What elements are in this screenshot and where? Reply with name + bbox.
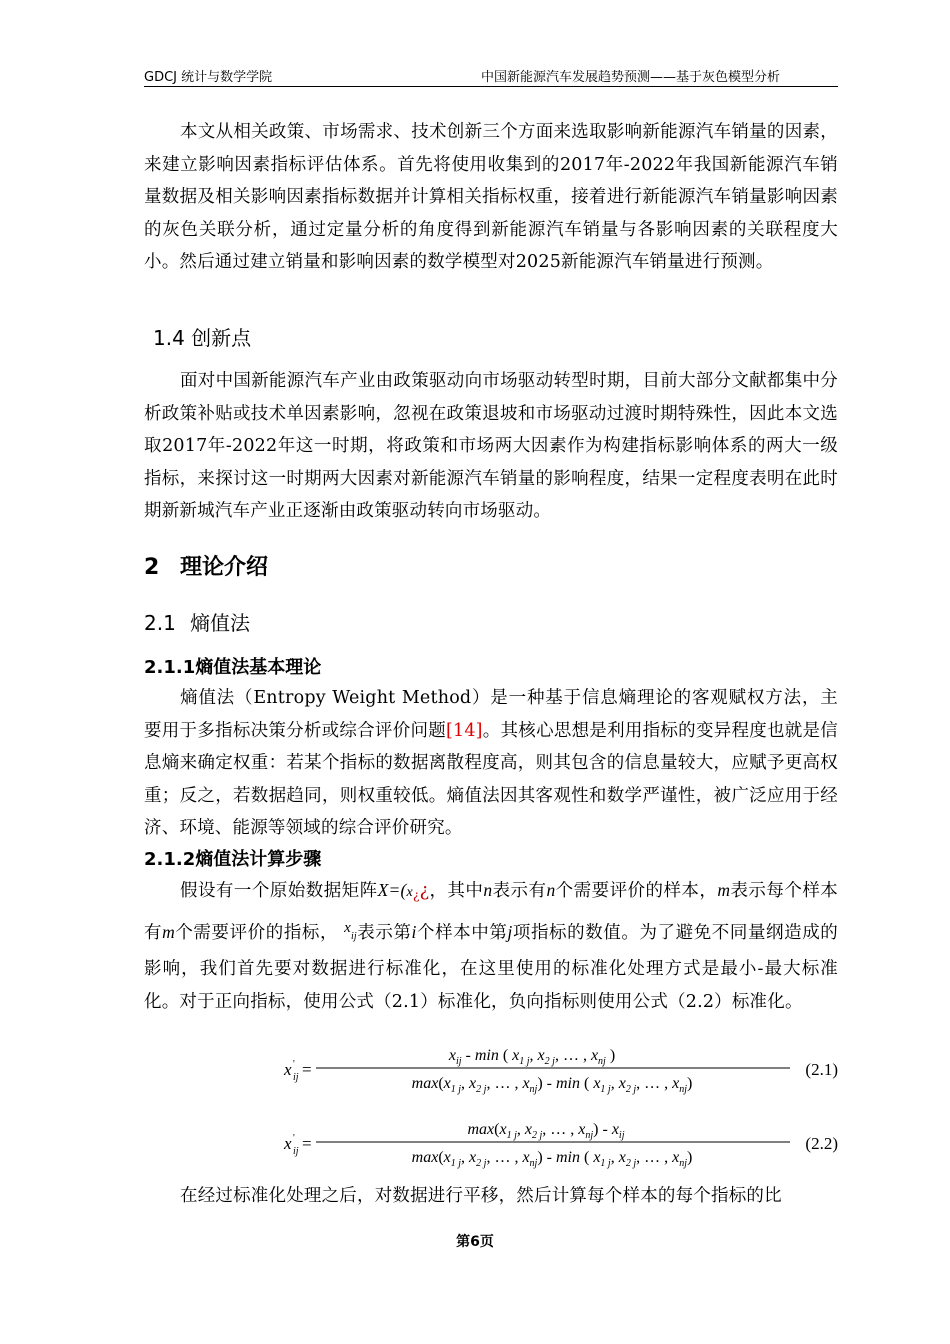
- svg-text:max(x1 j, x2 j, … , xnj) - min: $\max(x_{1 j}$, $x_{2 j}$, … , $x_{nj}$) - min ( $x_{1 j}$, $x_{2 j}$, … , $x_{nj}$): [411, 1075, 693, 1095]
- header-rule: [144, 86, 838, 87]
- paragraph-innovation: 面对中国新能源汽车产业由政策驱动向市场驱动转型时期，目前大部分文献都集中分析政策补贴或技术单因素影响，忽视在政策退坡和市场驱动过渡时期特殊性，因此本文选取2017年-2022年这一时期，将政策和市场两大因素作为构建指标影响体系的两大一级指标，来探讨这一时期两大因素对新能源汽车销量的影响程度，结果一定程度表明在此时期新新城汽车产业正逐渐由政策驱动转向市场驱动。: [144, 371, 838, 522]
- header-right: 中国新能源汽车发展趋势预测——基于灰色模型分析: [480, 70, 780, 85]
- p4-t1: 假设有一个原始数据矩阵: [180, 881, 378, 901]
- p4-t9: 项指标的数值。为了避免不同量纲造成的影响，我们首先要对数据进行标准化，在这里使用的标准化处理方式是最小-最大标准化。对于正向指标，使用公式（2.1）标准化，负向指标则使用公式（2.2）标准化。: [144, 922, 838, 1012]
- svg-text:=: =: [302, 1060, 312, 1079]
- svg-text:x: x: [284, 1134, 292, 1153]
- var-n: n: [483, 880, 493, 900]
- equation-2-1: [144, 1040, 838, 1100]
- p4-t7: 表示第: [356, 922, 412, 943]
- heading-2-1-number: 2.1: [144, 611, 176, 635]
- var-m: m: [717, 880, 731, 900]
- var-m-2: m: [162, 921, 175, 942]
- heading-2-1: [144, 607, 250, 636]
- p3-text-before: 熵值法（Entropy Weight Method）是一种基于信息熵理论的客观赋权方法，主要用于多指标决策分析或综合评价问题: [144, 688, 838, 741]
- page-number: 第6页: [456, 1234, 494, 1250]
- matrix-glyph: ¿: [419, 881, 430, 901]
- var-i: i: [411, 921, 417, 942]
- svg-text:xij - min ( x1 j, x2 j, … , xn: $x_{ij}$ - min ( $x_{1 j}$, $x_{2 j}$, … , $x_{nj}$ ): [448, 1047, 616, 1067]
- heading-2: [144, 550, 268, 581]
- p4-t8: 个样本中第: [416, 922, 508, 943]
- svg-text:ij: ij: [293, 1072, 299, 1083]
- heading-2-number: 2: [144, 555, 160, 580]
- heading-1-4: 1.4 创新点: [153, 326, 252, 350]
- equation-2-1-number: (2.1): [805, 1060, 838, 1079]
- var-xij-sub: ij: [350, 930, 357, 942]
- heading-2-1-title: 熵值法: [190, 611, 250, 635]
- svg-text:=: =: [302, 1134, 312, 1153]
- p3-text-after: 。其核心思想是利用指标的变异程度也就是信息熵来确定权重：若某个指标的数据离散程度高，则其包含的信息量较大，应赋予更高权重；反之，若数据趋同，则权重较低。熵值法因其客观性和数学严谨性，被广泛应用于经济、环境、能源等领域的综合评价研究。: [144, 720, 838, 839]
- svg-text:': ': [293, 1133, 295, 1144]
- equation-2-2-graphic: [282, 1114, 802, 1174]
- var-xij: x: [344, 919, 351, 936]
- page-header: [144, 66, 838, 86]
- equation-2-2: [144, 1114, 838, 1174]
- p4-t4: 个需要评价的样本，: [555, 881, 718, 901]
- p4-t3: 表示有: [492, 881, 547, 901]
- p4-t5: 表示每个样本有: [144, 881, 838, 943]
- equation-2-2-number: (2.2): [805, 1134, 838, 1153]
- paragraph-entropy-theory: [144, 682, 838, 845]
- svg-text:max(x1 j, x2 j, … , xnj) - xij: $\max(x_{1 j}$, $x_{2 j}$, … , $x_{nj}) - x_{ij}$: [467, 1121, 625, 1141]
- svg-text:max(x1 j, x2 j, … , xnj) - min: $\max(x_{1 j}$, $x_{2 j}$, … , $x_{nj}$) - min ( $x_{1 j}$, $x_{2 j}$, … , $x_{nj}$): [411, 1149, 693, 1169]
- p4-t6: 个需要评价的指标，: [174, 922, 339, 943]
- heading-2-title: 理论介绍: [180, 555, 269, 580]
- heading-2-1-2: 2.1.2熵值法计算步骤: [144, 849, 322, 870]
- matrix-symbol: X=(: [377, 880, 407, 900]
- equation-2-1-graphic: [282, 1040, 802, 1100]
- matrix-element: x: [406, 885, 413, 900]
- p4-t2: ，其中: [429, 881, 484, 901]
- paragraph-entropy-steps: 假设有一个原始数据矩阵X=(x¿¿，其中n表示有n个需要评价的样本，m表示每个样本有m个需要评价的指标， xij表示第i个样本中第j项指标的数值。为了避免不同量纲造成的影响，我们首先要对数据进行标准化，在这里使用的标准化处理方式是最小-最大标准化。对于正向指标，使用公式（2.1）标准化，负向指标则使用公式（2.2）标准化。: [144, 880, 838, 1012]
- paragraph-continuation: 在经过标准化处理之后，对数据进行平移，然后计算每个样本的每个指标的比: [180, 1186, 782, 1206]
- heading-2-1-1: 2.1.1熵值法基本理论: [144, 657, 322, 678]
- svg-text:x: x: [284, 1060, 292, 1079]
- header-left: GDCJ 统计与数学学院: [144, 70, 273, 85]
- svg-text:ij: ij: [293, 1146, 299, 1157]
- citation-link[interactable]: [14]: [445, 720, 483, 741]
- svg-text:': ': [293, 1059, 295, 1070]
- var-n-2: n: [546, 880, 556, 900]
- var-j: j: [507, 921, 513, 942]
- paragraph-research-method: 本文从相关政策、市场需求、技术创新三个方面来选取影响新能源汽车销量的因素，来建立影响因素指标评估体系。首先将使用收集到的2017年-2022年我国新能源汽车销量数据及相关影响因素指标数据并计算相关指标权重，接着进行新能源汽车销量影响因素的灰色关联分析，通过定量分析的角度得到新能源汽车销量与各影响因素的关联程度大小。然后通过建立销量和影响因素的数学模型对2025新能源汽车销量进行预测。: [144, 122, 838, 273]
